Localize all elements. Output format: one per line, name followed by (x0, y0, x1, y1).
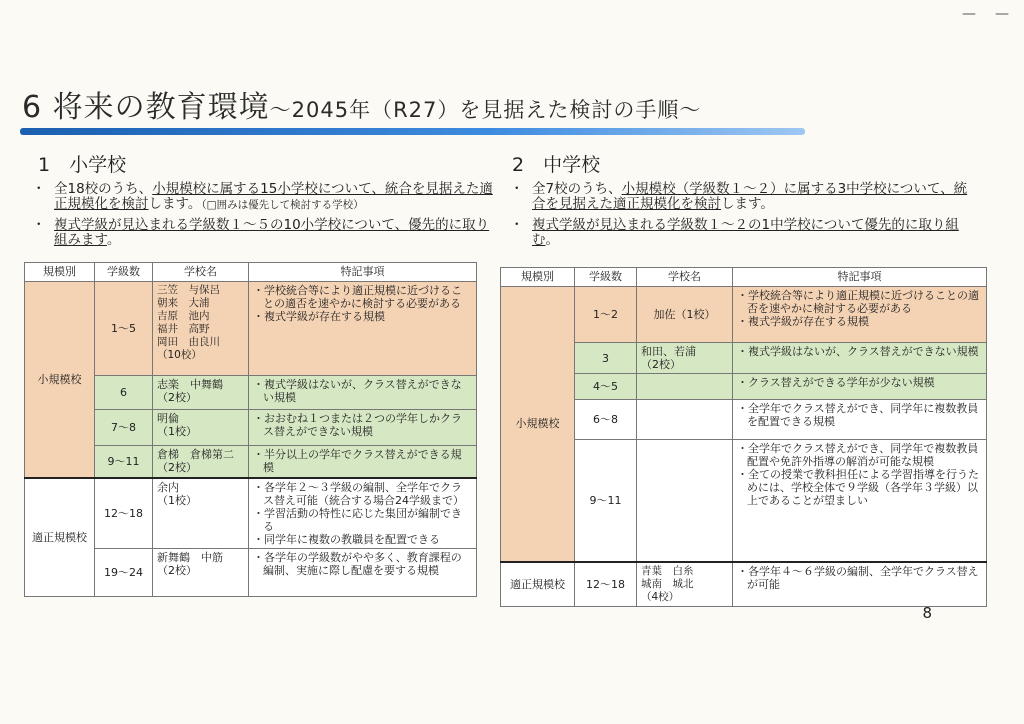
elementary-bullet-2: ・ 複式学級が見込まれる学級数１～５の10小学校について、優先的に取り組みます。 (32, 217, 490, 248)
table-row: 9～11 倉梯 倉梯第二 （2校） ・半分以上の学年でクラス替えができる規模 (25, 446, 477, 478)
size-small-cell: 小規模校 (25, 282, 95, 478)
junior-bullet-1: ・ 全7校のうち、小規模校（学級数１～２）に属する3中学校について、統合を見据えた適正規模化を検討します。 (510, 181, 968, 212)
table-row: 4～5 ・クラス替えができる学年が少ない規模 (501, 374, 987, 400)
junior-heading: 2 中学校 (512, 154, 601, 176)
table-header-row: 規模別 学級数 学校名 特記事項 (25, 263, 477, 282)
table-header-row: 規模別 学級数 学校名 特記事項 (501, 268, 987, 287)
page-title-sub: ～2045年（R27）を見据えた検討の手順～ (269, 98, 702, 122)
table-row: 適正規模校 12～18 青葉 白糸 城南 城北 （4校） ・各学年４～６学級の編制、全学年でクラス替えが可能 (501, 562, 987, 607)
elementary-bullet-1: ・ 全18校のうち、小規模校に属する15小学校について、統合を見据えた適正規模化を検討します。（□囲みは優先して検討する学校） (32, 181, 493, 212)
table-row: 7～8 明倫 （1校） ・おおむね１つまたは２つの学年しかクラス替えができない規模 (25, 410, 477, 446)
table-row: 6 志楽 中舞鶴 （2校） ・複式学級はないが、クラス替えができない規模 (25, 376, 477, 410)
elementary-heading: 1 小学校 (38, 154, 127, 176)
scan-mark: — (995, 6, 1009, 22)
elementary-table (24, 262, 477, 597)
page-number: 8 (922, 604, 932, 622)
table-row: 小規模校 1～5 三笠 与保呂 朝来 大浦 吉原 池内 福井 高野 岡田 由良川 （10校） ・学校統合等により適正規模に近づけることの適否を速やかに検討する必要がある ・複式学級が存在する規模 (25, 282, 477, 376)
table-row: 適正規模校 12～18 余内 （1校） ・各学年２～３学級の編制、全学年でクラス替え可能（統合する場合24学級まで） ・学習活動の特性に応じた集団が編制できる ・同学年に複数の教職員を配置できる (25, 478, 477, 549)
page-title (22, 82, 701, 126)
title-underline (20, 128, 805, 135)
table-row: 19～24 新舞鶴 中筋 （2校） ・各学年の学級数がやや多く、教育課程の編制、実施に際し配慮を要する規模 (25, 548, 477, 596)
size-proper-cell: 適正規模校 (25, 478, 95, 597)
table-row: 6～8 ・全学年でクラス替えができ、同学年に複数教員を配置できる規模 (501, 400, 987, 440)
school-names: 三笠 与保呂 朝来 大浦 吉原 池内 福井 高野 岡田 由良川 （10校） (153, 282, 249, 376)
scan-mark: — (962, 6, 976, 22)
table-row: 9～11 ・全学年でクラス替えができ、同学年で複数教員配置や免許外指導の解消が可能な規模 ・全ての授業で教科担任による学習指導を行うためには、学校全体で９学級（各学年３学級）以上であることが望ましい (501, 440, 987, 562)
junior-table (500, 267, 987, 607)
table-row: 3 和田、若浦 （2校） ・複式学級はないが、クラス替えができない規模 (501, 343, 987, 374)
table-row: 小規模校 1～2 加佐（1校） ・学校統合等により適正規模に近づけることの適否を速やかに検討する必要がある ・複式学級が存在する規模 (501, 287, 987, 343)
junior-bullet-2: ・ 複式学級が見込まれる学級数１～２の1中学校について優先的に取り組む。 (510, 217, 959, 248)
size-small-cell: 小規模校 (501, 287, 575, 562)
size-proper-cell: 適正規模校 (501, 562, 575, 607)
page-title-main: 6 将来の教育環境 (22, 90, 270, 125)
